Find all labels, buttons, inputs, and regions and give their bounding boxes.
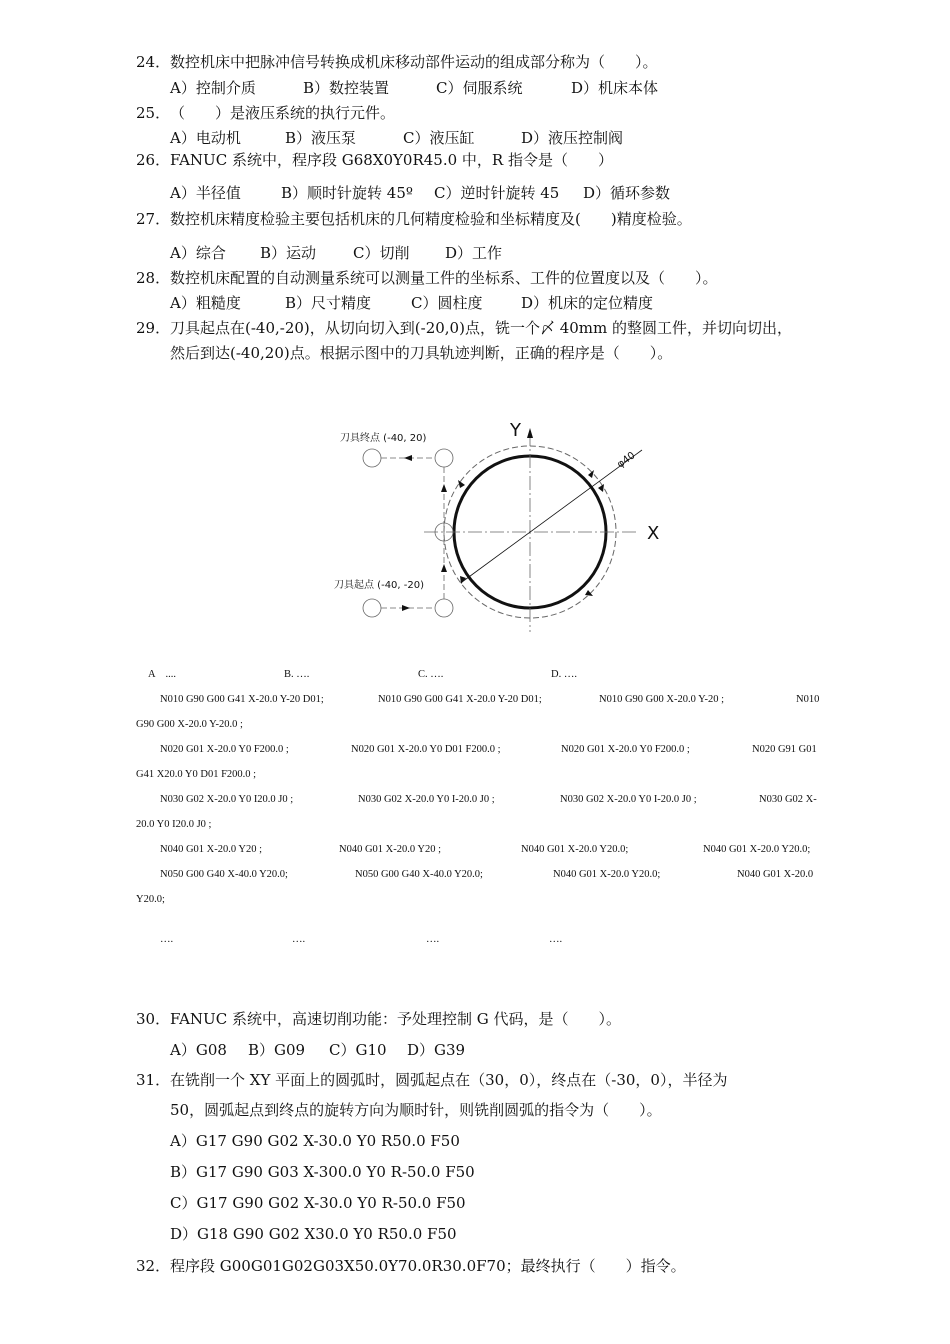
q30-option-d: D）G39 [407, 1041, 466, 1059]
exit-arrow [404, 455, 412, 461]
code-cell: N010 G90 G00 X-20.0 Y-20 ; [599, 694, 725, 705]
q27-option-d: D）工作 [445, 244, 503, 262]
code-cell: N050 G00 G40 X-40.0 Y20.0; [355, 869, 483, 880]
q24-option-b: B）数控装置 [303, 79, 390, 97]
q25-number: 25． [136, 104, 171, 122]
code-row-2-wrap: G41 X20.0 Y0 D01 F200.0 ; [136, 769, 257, 780]
q30-stem: FANUC 系统中，高速切削功能：予处理控制 G 代码，是（ ）。 [170, 1010, 621, 1028]
q26-option-d: D）循环参数 [583, 184, 671, 202]
code-cell: N050 G00 G40 X-40.0 Y20.0; [160, 869, 288, 880]
end-tool-circle-left [363, 449, 381, 467]
q27-option-c: C）切削 [353, 244, 410, 262]
q31-option-a: A）G17 G90 G02 X-30.0 Y0 R50.0 F50 [170, 1132, 460, 1150]
q31-number: 31． [136, 1071, 171, 1089]
q26-stem: FANUC 系统中，程序段 G68X0Y0R45.0 中，R 指令是（ ） [170, 151, 613, 169]
q32-stem: 程序段 G00G01G02G03X50.0Y70.0R30.0F70；最终执行（ ）指令。 [170, 1257, 686, 1275]
q26-option-c: C）逆时针旋转 45 [434, 184, 560, 202]
q24-option-c: C）伺服系统 [436, 79, 523, 97]
code-cell: N040 G01 X-20.0 Y20.0; [521, 844, 629, 855]
q25-option-d: D）液压控制阀 [521, 129, 624, 147]
code-cell: N020 G01 X-20.0 Y0 D01 F200.0 ; [351, 744, 501, 755]
choice-b-header: B. …. [284, 669, 310, 680]
choice-c-header: C. …. [418, 669, 444, 680]
q27-option-b: B）运动 [260, 244, 317, 262]
q27-option-a: A）综合 [170, 244, 226, 262]
code-cell: N020 G01 X-20.0 Y0 F200.0 ; [561, 744, 690, 755]
q24-stem: 数控机床中把脉冲信号转换成机床移动部件运动的组成部分称为（ ）。 [170, 53, 658, 71]
code-ellipsis: …. [292, 934, 306, 945]
q24-number: 24． [136, 53, 171, 71]
q28-number: 28． [136, 269, 171, 287]
code-row-1-wrap: G90 G00 X-20.0 Y-20.0 ; [136, 719, 243, 730]
code-cell: N010 G90 G00 G41 X-20.0 Y-20 D01; [160, 694, 324, 705]
toolpath-figure [320, 410, 680, 640]
end-point-label: 刀具终点 (-40, 20) [340, 433, 427, 444]
code-cell: N040 G01 X-20.0 Y20.0; [553, 869, 661, 880]
code-ellipsis: …. [160, 934, 174, 945]
q28-stem: 数控机床配置的自动测量系统可以测量工件的坐标系、工件的位置度以及（ ）。 [170, 269, 718, 287]
q25-stem: （ ）是液压系统的执行元件。 [170, 104, 396, 122]
code-cell: N040 G01 X-20.0 Y20 ; [160, 844, 262, 855]
q26-option-a: A）半径值 [170, 184, 241, 202]
code-cell: N030 G02 X-20.0 Y0 I-20.0 J0 ; [358, 794, 495, 805]
q30-option-b: B）G09 [248, 1041, 306, 1059]
q27-stem: 数控机床精度检验主要包括机床的几何精度检验和坐标精度及( )精度检验。 [170, 210, 692, 228]
q25-option-a: A）电动机 [170, 129, 241, 147]
approach-arrow [402, 605, 410, 611]
choice-d-header: D. …. [551, 669, 577, 680]
end-tool-circle-right [435, 449, 453, 467]
code-cell: N030 G02 X-20.0 Y0 I-20.0 J0 ; [560, 794, 697, 805]
code-row-5-wrap: Y20.0; [136, 894, 165, 905]
q25-option-b: B）液压泵 [285, 129, 357, 147]
path-arrow-3 [585, 590, 593, 596]
q28-option-d: D）机床的定位精度 [521, 294, 654, 312]
q25-option-c: C）液压缸 [403, 129, 475, 147]
code-ellipsis: …. [549, 934, 563, 945]
q30-option-a: A）G08 [170, 1041, 227, 1059]
code-cell: N020 G01 X-20.0 Y0 F200.0 ; [160, 744, 289, 755]
start-tool-circle-right [435, 599, 453, 617]
q29-number: 29． [136, 319, 171, 337]
code-cell: N020 G91 G01 [752, 744, 817, 755]
q27-number: 27． [136, 210, 171, 228]
q31-stem-line2: 50，圆弧起点到终点的旋转方向为顺时针，则铣削圆弧的指令为（ ）。 [170, 1101, 662, 1119]
lead-out-arrow [441, 484, 447, 492]
q28-option-a: A）粗糙度 [170, 294, 241, 312]
q30-option-c: C）G10 [329, 1041, 387, 1059]
q28-option-c: C）圆柱度 [411, 294, 483, 312]
q26-option-b: B）顺时针旋转 45º [281, 184, 413, 202]
start-point-label: 刀具起点 (-40, -20) [334, 580, 425, 591]
code-cell: N040 G01 X-20.0 Y20 ; [339, 844, 441, 855]
code-cell: N010 G90 G00 G41 X-20.0 Y-20 D01; [378, 694, 542, 705]
y-axis-arrow [527, 428, 533, 438]
lead-in-arrow [441, 564, 447, 572]
path-arrow-5 [458, 480, 465, 488]
choice-a-header: A .... [148, 669, 177, 680]
diameter-label: φ40 [615, 450, 638, 471]
start-tool-circle-left [363, 599, 381, 617]
code-ellipsis: …. [426, 934, 440, 945]
q24-option-a: A）控制介质 [170, 79, 256, 97]
q26-number: 26． [136, 151, 171, 169]
q31-stem-line1: 在铣削一个 XY 平面上的圆弧时，圆弧起点在（30，0），终点在（-30，0），半径为 [170, 1071, 728, 1089]
q32-number: 32． [136, 1257, 171, 1275]
q28-option-b: B）尺寸精度 [285, 294, 372, 312]
code-cell: N040 G01 X-20.0 [737, 869, 814, 880]
code-row-3-wrap: 20.0 Y0 I20.0 J0 ; [136, 819, 212, 830]
q24-option-d: D）机床本体 [571, 79, 659, 97]
q30-number: 30． [136, 1010, 171, 1028]
x-axis-label: X [647, 523, 660, 544]
q31-option-d: D）G18 G90 G02 X30.0 Y0 R50.0 F50 [170, 1225, 457, 1243]
path-arrow-2 [598, 484, 604, 492]
q31-option-c: C）G17 G90 G02 X-30.0 Y0 R-50.0 F50 [170, 1194, 466, 1212]
code-cell: N040 G01 X-20.0 Y20.0; [703, 844, 811, 855]
code-cell: N030 G02 X- [759, 794, 817, 805]
y-axis-label: Y [510, 420, 521, 441]
code-cell: N030 G02 X-20.0 Y0 I20.0 J0 ; [160, 794, 294, 805]
q29-stem-line1: 刀具起点在(-40,-20)，从切向切入到(-20,0)点，铣一个〆 40mm 的整圆工件，并切向切出， [170, 319, 793, 337]
code-cell: N010 [796, 694, 820, 705]
q31-option-b: B）G17 G90 G03 X-300.0 Y0 R-50.0 F50 [170, 1163, 475, 1181]
q29-stem-line2: 然后到达(-40,20)点。根据示图中的刀具轨迹判断，正确的程序是（ ）。 [170, 344, 673, 362]
